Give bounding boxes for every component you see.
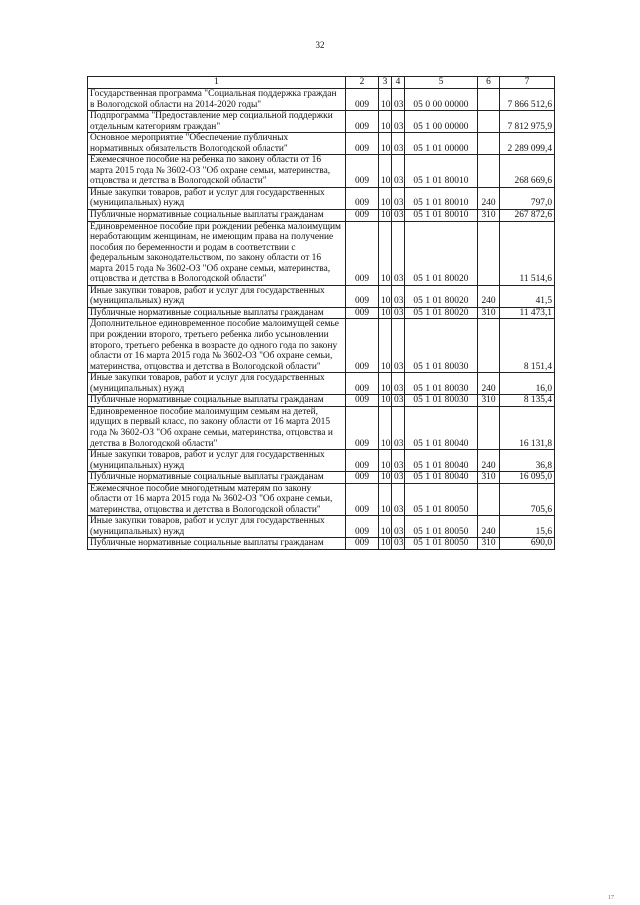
row-expense-type-cell bbox=[478, 133, 500, 155]
row-section-cell: 10 bbox=[379, 395, 392, 407]
row-target-article-cell: 05 1 01 80040 bbox=[405, 450, 478, 472]
row-target-article-cell: 05 1 01 00000 bbox=[405, 133, 478, 155]
row-target-article-cell: 05 1 01 80020 bbox=[405, 285, 478, 307]
table-row bbox=[88, 395, 555, 407]
row-target-article-cell: 05 1 01 80010 bbox=[405, 210, 478, 222]
row-target-article-cell: 05 1 01 80050 bbox=[405, 483, 478, 516]
row-amount-cell: 797,0 bbox=[500, 187, 555, 209]
row-section-cell: 10 bbox=[379, 450, 392, 472]
row-target-article-cell: 05 1 01 80050 bbox=[405, 516, 478, 538]
table-row bbox=[88, 155, 555, 188]
row-amount-cell: 8 135,4 bbox=[500, 395, 555, 407]
row-expense-type-cell: 310 bbox=[478, 395, 500, 407]
row-amount-cell: 16 095,0 bbox=[500, 472, 555, 484]
row-amount-cell: 8 151,4 bbox=[500, 319, 555, 373]
table-row bbox=[88, 89, 555, 111]
column-header: 6 bbox=[478, 77, 500, 89]
row-grbs-cell: 009 bbox=[346, 395, 379, 407]
row-name-cell: Иные закупки товаров, работ и услуг для государственных (муниципальных) нужд bbox=[88, 373, 346, 395]
row-section-cell: 10 bbox=[379, 483, 392, 516]
row-grbs-cell: 009 bbox=[346, 210, 379, 222]
row-amount-cell: 15,6 bbox=[500, 516, 555, 538]
row-name-cell: Ежемесячное пособие на ребенка по закону области от 16 марта 2015 года № 3602-ОЗ "Об охране семьи, материнства, отцовства и детства в Вологодской области" bbox=[88, 155, 346, 188]
table-row bbox=[88, 472, 555, 484]
row-subsection-cell: 03 bbox=[392, 210, 405, 222]
table-row bbox=[88, 450, 555, 472]
row-grbs-cell: 009 bbox=[346, 483, 379, 516]
row-name-cell: Публичные нормативные социальные выплаты гражданам bbox=[88, 307, 346, 319]
row-name-cell: Единовременное пособие при рождении ребенка малоимущим неработающим женщинам, не имеющим права на получение пособия по беременности и родам в соответствии с федеральным законодательством, по закону области от 16 марта 2015 года № 3602-ОЗ "Об охране семьи, материнства, отцовства и детства в Вологодской области" bbox=[88, 221, 346, 285]
row-name-cell: Иные закупки товаров, работ и услуг для государственных (муниципальных) нужд bbox=[88, 516, 346, 538]
row-name-cell: Иные закупки товаров, работ и услуг для государственных (муниципальных) нужд bbox=[88, 187, 346, 209]
row-target-article-cell: 05 1 01 80030 bbox=[405, 373, 478, 395]
row-grbs-cell: 009 bbox=[346, 450, 379, 472]
row-amount-cell: 41,5 bbox=[500, 285, 555, 307]
row-target-article-cell: 05 1 01 80040 bbox=[405, 472, 478, 484]
table-row bbox=[88, 187, 555, 209]
row-name-cell: Публичные нормативные социальные выплаты гражданам bbox=[88, 395, 346, 407]
row-name-cell: Единовременное пособие малоимущим семьям на детей, идущих в первый класс, по закону области от 16 марта 2015 года № 3602-ОЗ "Об охране семьи, материнства, отцовства и детства в Вологодской области" bbox=[88, 406, 346, 449]
row-subsection-cell: 03 bbox=[392, 450, 405, 472]
row-section-cell: 10 bbox=[379, 307, 392, 319]
row-grbs-cell: 009 bbox=[346, 516, 379, 538]
row-expense-type-cell: 310 bbox=[478, 307, 500, 319]
table-row bbox=[88, 373, 555, 395]
row-subsection-cell: 03 bbox=[392, 221, 405, 285]
row-subsection-cell: 03 bbox=[392, 319, 405, 373]
row-expense-type-cell: 240 bbox=[478, 373, 500, 395]
row-grbs-cell: 009 bbox=[346, 319, 379, 373]
row-expense-type-cell bbox=[478, 406, 500, 449]
row-amount-cell: 2 289 099,4 bbox=[500, 133, 555, 155]
row-subsection-cell: 03 bbox=[392, 538, 405, 550]
row-section-cell: 10 bbox=[379, 111, 392, 133]
row-amount-cell: 267 872,6 bbox=[500, 210, 555, 222]
row-grbs-cell: 009 bbox=[346, 111, 379, 133]
row-amount-cell: 268 669,6 bbox=[500, 155, 555, 188]
row-subsection-cell: 03 bbox=[392, 373, 405, 395]
row-grbs-cell: 009 bbox=[346, 373, 379, 395]
row-subsection-cell: 03 bbox=[392, 516, 405, 538]
table-row bbox=[88, 210, 555, 222]
row-amount-cell: 690,0 bbox=[500, 538, 555, 550]
row-expense-type-cell bbox=[478, 111, 500, 133]
row-target-article-cell: 05 1 01 80020 bbox=[405, 307, 478, 319]
table-row bbox=[88, 516, 555, 538]
row-amount-cell: 7 812 975,9 bbox=[500, 111, 555, 133]
row-expense-type-cell bbox=[478, 221, 500, 285]
row-subsection-cell: 03 bbox=[392, 395, 405, 407]
row-section-cell: 10 bbox=[379, 319, 392, 373]
row-amount-cell: 16,0 bbox=[500, 373, 555, 395]
row-amount-cell: 7 866 512,6 bbox=[500, 89, 555, 111]
row-expense-type-cell: 240 bbox=[478, 450, 500, 472]
row-name-cell: Государственная программа "Социальная поддержка граждан в Вологодской области на 2014-2020 годы" bbox=[88, 89, 346, 111]
row-subsection-cell: 03 bbox=[392, 406, 405, 449]
row-subsection-cell: 03 bbox=[392, 111, 405, 133]
table-row bbox=[88, 483, 555, 516]
row-section-cell: 10 bbox=[379, 187, 392, 209]
row-target-article-cell: 05 1 01 80010 bbox=[405, 187, 478, 209]
row-subsection-cell: 03 bbox=[392, 187, 405, 209]
row-section-cell: 10 bbox=[379, 221, 392, 285]
row-grbs-cell: 009 bbox=[346, 406, 379, 449]
row-name-cell: Публичные нормативные социальные выплаты гражданам bbox=[88, 472, 346, 484]
row-name-cell: Публичные нормативные социальные выплаты гражданам bbox=[88, 538, 346, 550]
row-grbs-cell: 009 bbox=[346, 472, 379, 484]
row-expense-type-cell: 310 bbox=[478, 472, 500, 484]
column-header: 5 bbox=[405, 77, 478, 89]
row-grbs-cell: 009 bbox=[346, 538, 379, 550]
row-grbs-cell: 009 bbox=[346, 155, 379, 188]
row-grbs-cell: 009 bbox=[346, 187, 379, 209]
row-section-cell: 10 bbox=[379, 373, 392, 395]
row-expense-type-cell: 310 bbox=[478, 538, 500, 550]
row-target-article-cell: 05 1 00 00000 bbox=[405, 111, 478, 133]
row-name-cell: Дополнительное единовременное пособие малоимущей семье при рождении второго, третьего ребенка либо усыновлении второго, третьего ребенка в возрасте до одного года по закону области от 16 марта 2015 года № 3602-ОЗ "Об охране семьи, материнства, отцовства и детства в Вологодской области" bbox=[88, 319, 346, 373]
column-header: 3 bbox=[379, 77, 392, 89]
row-name-cell: Ежемесячное пособие многодетным матерям по закону области от 16 марта 2015 года № 3602-ОЗ "Об охране семьи, материнства, отцовства и детства в Вологодской области" bbox=[88, 483, 346, 516]
row-name-cell: Публичные нормативные социальные выплаты гражданам bbox=[88, 210, 346, 222]
row-grbs-cell: 009 bbox=[346, 285, 379, 307]
row-expense-type-cell bbox=[478, 89, 500, 111]
row-subsection-cell: 03 bbox=[392, 285, 405, 307]
row-section-cell: 10 bbox=[379, 89, 392, 111]
table-row bbox=[88, 111, 555, 133]
row-amount-cell: 705,6 bbox=[500, 483, 555, 516]
row-name-cell: Подпрограмма "Предоставление мер социальной поддержки отдельным категориям граждан" bbox=[88, 111, 346, 133]
row-section-cell: 10 bbox=[379, 538, 392, 550]
row-grbs-cell: 009 bbox=[346, 221, 379, 285]
column-header: 1 bbox=[88, 77, 346, 89]
row-subsection-cell: 03 bbox=[392, 472, 405, 484]
table-row bbox=[88, 538, 555, 550]
table-header-row bbox=[88, 77, 555, 89]
row-subsection-cell: 03 bbox=[392, 307, 405, 319]
column-header: 4 bbox=[392, 77, 405, 89]
row-expense-type-cell: 310 bbox=[478, 210, 500, 222]
column-header: 2 bbox=[346, 77, 379, 89]
table-row bbox=[88, 307, 555, 319]
row-target-article-cell: 05 1 01 80050 bbox=[405, 538, 478, 550]
row-target-article-cell: 05 1 01 80020 bbox=[405, 221, 478, 285]
row-target-article-cell: 05 1 01 80030 bbox=[405, 395, 478, 407]
row-section-cell: 10 bbox=[379, 133, 392, 155]
budget-table bbox=[87, 76, 555, 550]
row-name-cell: Основное мероприятие "Обеспечение публичных нормативных обязательств Вологодской области" bbox=[88, 133, 346, 155]
row-subsection-cell: 03 bbox=[392, 133, 405, 155]
row-section-cell: 10 bbox=[379, 516, 392, 538]
row-subsection-cell: 03 bbox=[392, 89, 405, 111]
row-section-cell: 10 bbox=[379, 472, 392, 484]
row-amount-cell: 16 131,8 bbox=[500, 406, 555, 449]
row-name-cell: Иные закупки товаров, работ и услуг для государственных (муниципальных) нужд bbox=[88, 285, 346, 307]
row-target-article-cell: 05 1 01 80040 bbox=[405, 406, 478, 449]
corner-mark: 17 bbox=[608, 895, 614, 901]
row-expense-type-cell: 240 bbox=[478, 187, 500, 209]
row-target-article-cell: 05 0 00 00000 bbox=[405, 89, 478, 111]
row-section-cell: 10 bbox=[379, 155, 392, 188]
row-section-cell: 10 bbox=[379, 285, 392, 307]
row-name-cell: Иные закупки товаров, работ и услуг для государственных (муниципальных) нужд bbox=[88, 450, 346, 472]
table-row bbox=[88, 285, 555, 307]
table-row bbox=[88, 133, 555, 155]
row-section-cell: 10 bbox=[379, 210, 392, 222]
row-subsection-cell: 03 bbox=[392, 155, 405, 188]
row-section-cell: 10 bbox=[379, 406, 392, 449]
row-expense-type-cell bbox=[478, 155, 500, 188]
row-expense-type-cell bbox=[478, 483, 500, 516]
row-target-article-cell: 05 1 01 80010 bbox=[405, 155, 478, 188]
row-grbs-cell: 009 bbox=[346, 307, 379, 319]
table-row bbox=[88, 319, 555, 373]
row-grbs-cell: 009 bbox=[346, 89, 379, 111]
row-amount-cell: 36,8 bbox=[500, 450, 555, 472]
row-grbs-cell: 009 bbox=[346, 133, 379, 155]
row-expense-type-cell: 240 bbox=[478, 516, 500, 538]
page-number: 32 bbox=[315, 40, 325, 50]
column-header: 7 bbox=[500, 77, 555, 89]
table-row bbox=[88, 221, 555, 285]
row-expense-type-cell bbox=[478, 319, 500, 373]
table-row bbox=[88, 406, 555, 449]
row-amount-cell: 11 514,6 bbox=[500, 221, 555, 285]
row-subsection-cell: 03 bbox=[392, 483, 405, 516]
row-target-article-cell: 05 1 01 80030 bbox=[405, 319, 478, 373]
row-expense-type-cell: 240 bbox=[478, 285, 500, 307]
row-amount-cell: 11 473,1 bbox=[500, 307, 555, 319]
